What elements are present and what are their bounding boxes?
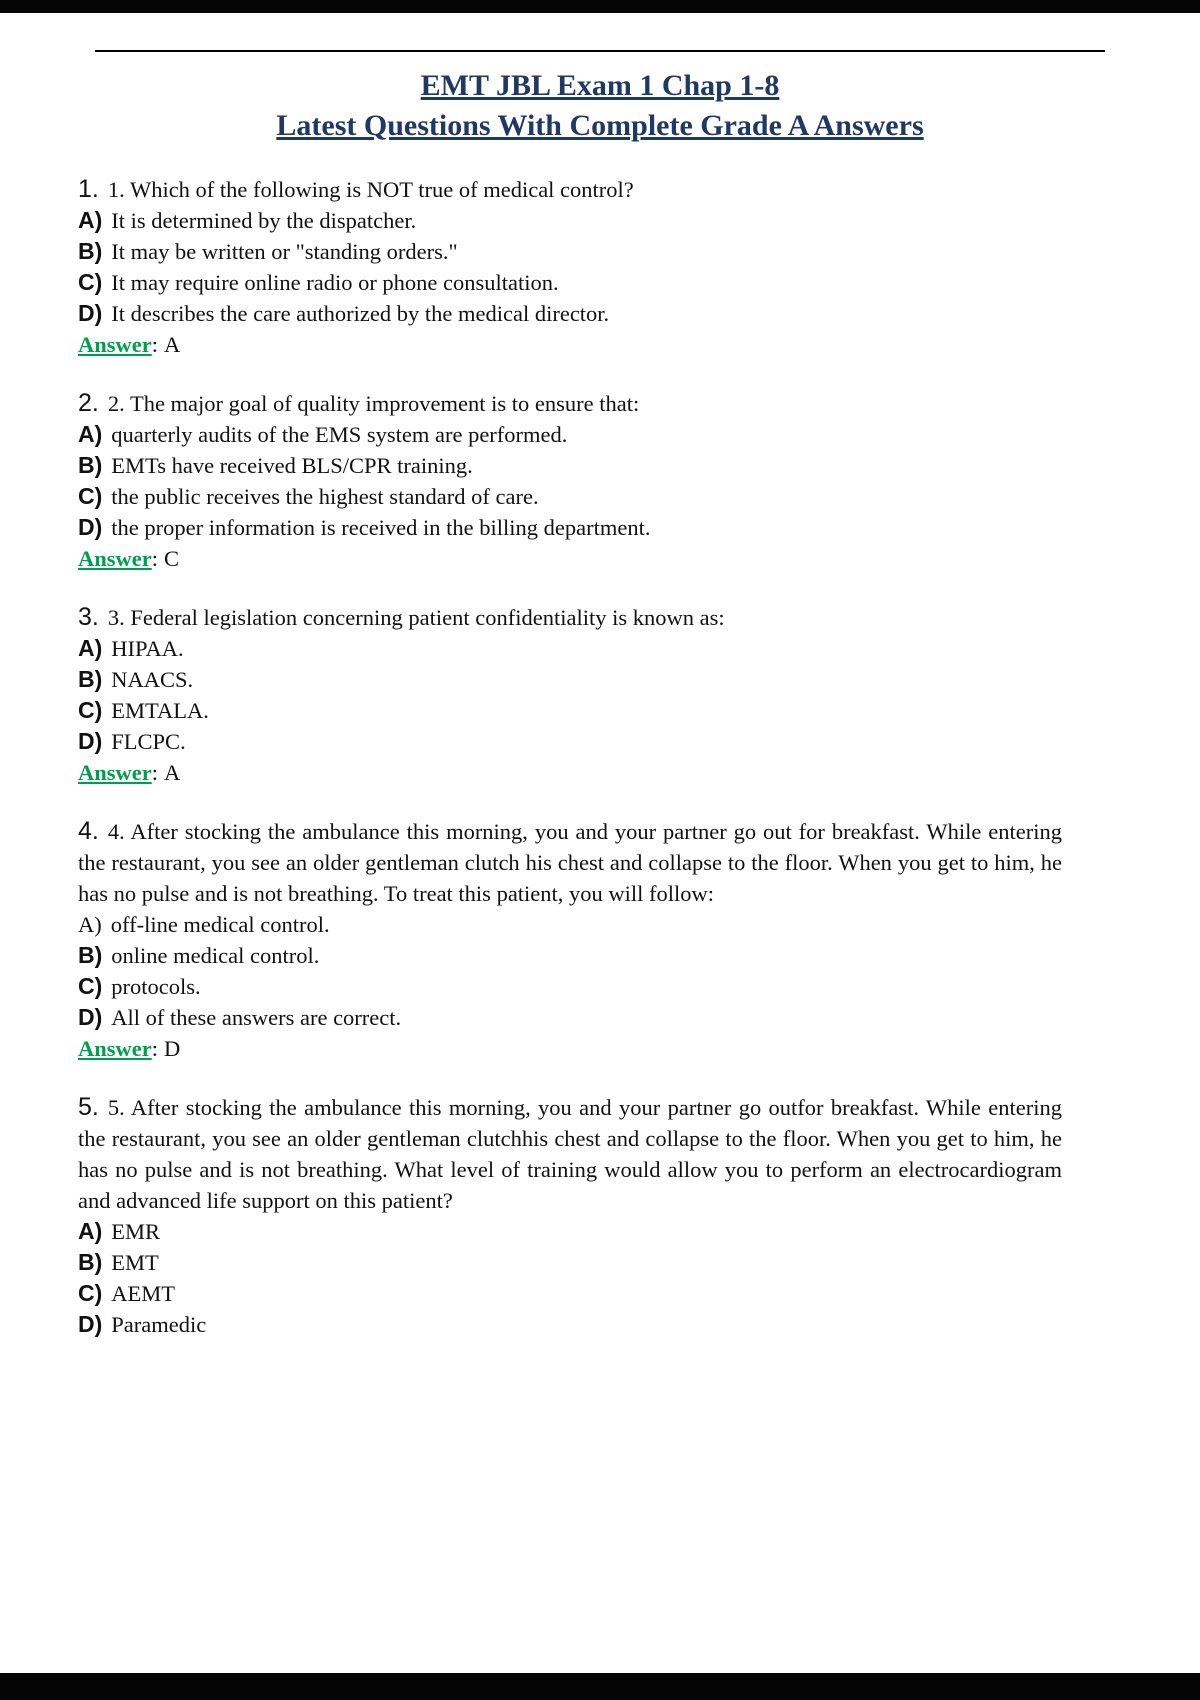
option-line [78,481,1062,512]
option-line [78,971,1062,1002]
option-letter: B) [78,666,103,692]
answer-line [78,543,1062,574]
question-line [78,816,1062,909]
option-line [78,1216,1062,1247]
answer-line [78,1033,1062,1064]
question-text: 2. The major goal of quality improvement is to ensure that: [107,391,640,416]
option-letter: A) [78,635,103,661]
question-line [78,174,1062,205]
answer-separator: : [151,332,159,357]
option-text: off-line medical control. [110,912,330,937]
option-text: EMTALA. [111,698,209,723]
option-letter: B) [78,942,103,968]
option-letter: C) [78,1280,103,1306]
question-number: 3. [78,603,99,631]
option-text: EMR [111,1219,161,1244]
question-number: 5. [78,1093,99,1121]
option-text: EMTs have received BLS/CPR training. [111,453,473,478]
answer-value: A [164,760,181,785]
answer-separator: : [151,546,159,571]
option-letter: D) [78,1004,103,1030]
question-block [78,388,1062,574]
option-letter: C) [78,697,103,723]
header-divider-line [95,50,1105,52]
option-line [78,419,1062,450]
option-text: EMT [111,1250,159,1275]
option-line [78,695,1062,726]
option-text: AEMT [111,1281,176,1306]
option-line [78,633,1062,664]
answer-separator: : [151,1036,159,1061]
question-block [78,816,1062,1064]
question-block [78,602,1062,788]
option-letter: B) [78,1249,103,1275]
option-line [78,1247,1062,1278]
answer-label: Answer [78,546,152,571]
option-letter: C) [78,269,103,295]
question-text: 4. After stocking the ambulance this morning, you and your partner go out for breakfast. While entering the restaurant, you see an older gentleman clutch his chest and collapse to the floor. When you get to him, he has no pulse and is not breathing. To treat this patient, you will follow: [78,819,1062,906]
option-letter: D) [78,514,103,540]
option-letter: B) [78,238,103,264]
option-line [78,909,1062,940]
question-line [78,1092,1062,1216]
answer-label: Answer [78,1036,152,1061]
question-text: 5. After stocking the ambulance this morning, you and your partner go outfor breakfast. While entering the restaurant, you see an older gentleman clutchhis chest and collapse to the floor. When you get to him, he has no pulse and is not breathing. What level of training would allow you to perform an electrocardiogram and advanced life support on this patient? [78,1095,1062,1213]
option-letter: D) [78,1311,103,1337]
option-text: the proper information is received in the billing department. [111,515,651,540]
option-line [78,1002,1062,1033]
page-subtitle: Latest Questions With Complete Grade A Answers [276,109,924,142]
question-number: 4. [78,817,99,845]
answer-value: A [164,332,181,357]
option-line [78,1278,1062,1309]
option-text: All of these answers are correct. [111,1005,402,1030]
option-letter: B) [78,452,103,478]
option-letter: A) [78,1218,103,1244]
question-line [78,602,1062,633]
option-text: It may be written or "standing orders." [111,239,458,264]
option-text: Paramedic [111,1312,207,1337]
questions-content [0,174,1200,1340]
option-letter: C) [78,483,103,509]
question-number: 1. [78,175,99,203]
option-text: online medical control. [111,943,320,968]
option-line [78,450,1062,481]
option-letter: A) [78,207,103,233]
answer-value: D [164,1036,181,1061]
option-text: protocols. [111,974,201,999]
option-letter: D) [78,728,103,754]
document-header [0,66,1200,146]
top-black-bar [0,0,1200,13]
question-line [78,388,1062,419]
question-text: 3. Federal legislation concerning patient confidentiality is known as: [107,605,725,630]
option-line [78,205,1062,236]
option-letter: A) [78,912,102,937]
option-line [78,1309,1062,1340]
option-text: quarterly audits of the EMS system are performed. [111,422,568,447]
option-text: NAACS. [111,667,194,692]
option-line [78,940,1062,971]
page-title: EMT JBL Exam 1 Chap 1-8 [420,69,780,102]
option-line [78,726,1062,757]
option-text: HIPAA. [111,636,184,661]
question-block [78,1092,1062,1340]
answer-label: Answer [78,332,152,357]
question-text: 1. Which of the following is NOT true of medical control? [107,177,634,202]
bottom-black-bar [0,1673,1200,1700]
answer-line [78,329,1062,360]
option-text: It describes the care authorized by the medical director. [111,301,610,326]
option-text: FLCPC. [111,729,186,754]
option-line [78,267,1062,298]
option-line [78,512,1062,543]
option-letter: A) [78,421,103,447]
answer-value: C [164,546,180,571]
option-line [78,298,1062,329]
answer-line [78,757,1062,788]
option-line [78,236,1062,267]
option-letter: D) [78,300,103,326]
question-number: 2. [78,389,99,417]
option-text: It is determined by the dispatcher. [111,208,417,233]
option-text: the public receives the highest standard of care. [111,484,539,509]
option-text: It may require online radio or phone consultation. [111,270,559,295]
option-line [78,664,1062,695]
option-letter: C) [78,973,103,999]
answer-separator: : [151,760,159,785]
question-block [78,174,1062,360]
answer-label: Answer [78,760,152,785]
